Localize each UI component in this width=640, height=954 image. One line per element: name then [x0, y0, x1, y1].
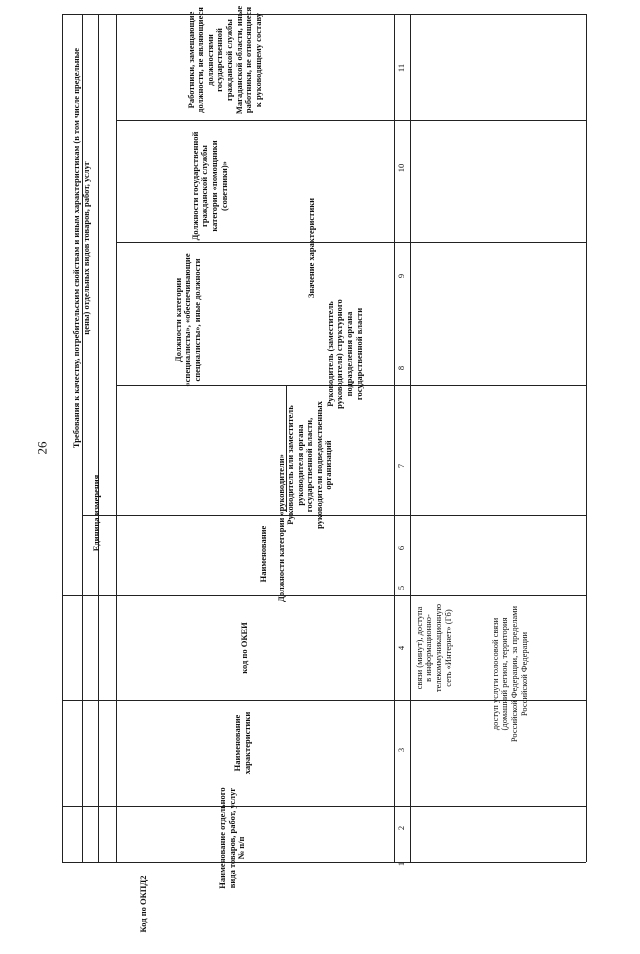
header-specialists: Должности категории «специалисты», «обеспечивающие специалисты», иные должности: [172, 253, 202, 387]
header-unit: Единица измерения: [91, 474, 102, 552]
col-number: 11: [396, 63, 407, 73]
row-char-name: связи (минут), доступа в информационно-телекоммуникационную сеть «Интернет» (Гб): [413, 603, 453, 693]
header-assistants: Должности государственной гражданской службы категории «помощники (советники)»: [189, 131, 229, 241]
col-number: 9: [396, 273, 407, 279]
col-number: 7: [396, 463, 407, 469]
header-okpd2: Код по ОКПД2: [138, 875, 149, 933]
table-title: Требования к качеству, потребительским свойствам и иным характеристикам (в том числе предельные цены) отдельных видов товаров, работ, услуг: [71, 47, 91, 449]
col-number: 3: [396, 747, 407, 753]
header-unit-name: Наименование: [258, 525, 269, 583]
col-number: 1: [396, 861, 407, 867]
col-number: 8: [396, 365, 407, 371]
header-name: Наименование отдельного вида товаров, работ, услуг: [217, 787, 237, 889]
header-other: Работники, замещающие должности, не являющиеся должностями государственной гражданской службы Магаданской области, иные работники, не относящиеся к руководящему составу: [185, 5, 263, 115]
header-leaders: Должности категории «руководители»: [276, 454, 287, 602]
col-number: 2: [396, 825, 407, 831]
col-number: 5: [396, 585, 407, 591]
header-char-name: Наименование характеристики: [232, 711, 252, 775]
col-number: 6: [396, 545, 407, 551]
header-values: Значение характеристики: [306, 197, 317, 299]
col-number: 4: [396, 645, 407, 651]
row-char-name: доступ услуги голосовой связи (домашний регион, территория Российской Федерации, за пределами Российской Федерации: [489, 605, 529, 743]
header-leader-b: Руководитель (заместитель руководителя) структурного подразделения органа государственной власти: [324, 299, 364, 409]
header-okei: код по ОКЕИ: [239, 622, 250, 674]
header-num: № п/п: [236, 836, 247, 860]
col-number: 10: [396, 163, 407, 173]
page-number: 26: [34, 441, 50, 455]
header-leader-a: Руководитель или заместитель руководителя органа государственной власти, руководители подведомственных организаций: [285, 401, 334, 529]
